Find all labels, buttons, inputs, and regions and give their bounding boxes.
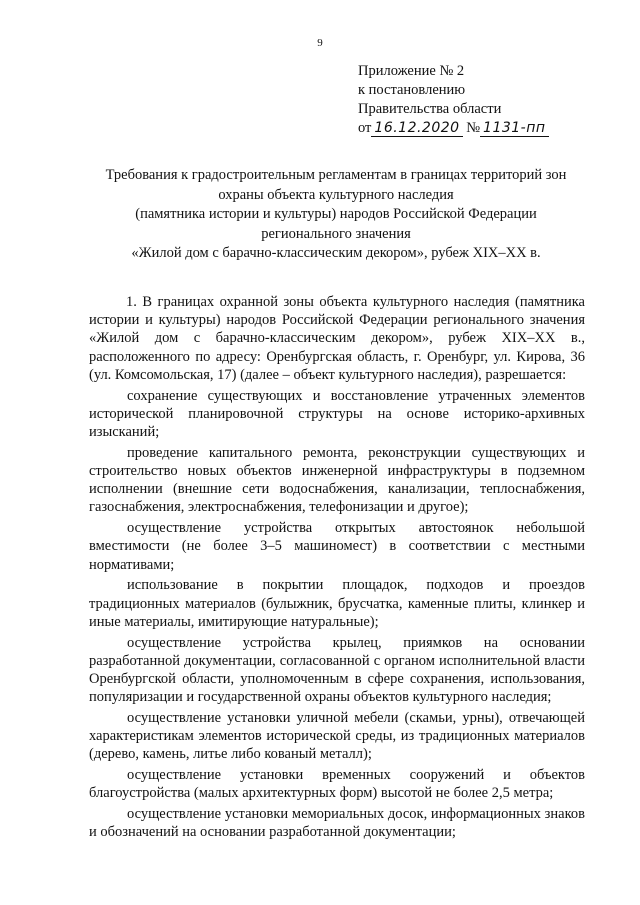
resolution-number: 1131-пп	[480, 120, 549, 137]
title-line: (памятника истории и культуры) народов Российской Федерации	[135, 206, 537, 223]
document-body	[89, 293, 585, 844]
title-line: охраны объекта культурного наследия	[218, 186, 454, 203]
appendix-resolution: к постановлению	[358, 82, 466, 98]
resolution-date: 16.12.2020	[371, 120, 462, 137]
appendix-title: Приложение № 2	[358, 63, 465, 79]
title-line: «Жилой дом с барачно-классическим декором», рубеж XIX–XX в.	[131, 245, 541, 262]
intro-paragraph: 1. В границах охранной зоны объекта культурного наследия (памятника истории и культуры) народов Российской Федерации регионального значения «Жилой дом с барачно-классическим декором», рубеж XIX–XX в., расположенного по адресу: Оренбургская область, г. Оренбург, ул. Кирова, 36 (ул. Комсомольская, 17) (далее – объект культурного наследия), разрешается:	[89, 294, 585, 383]
permission-item: осуществление установки уличной мебели (скамьи, урны), отвечающей характеристикам элементов исторической среды, из традиционных материалов (дерево, камень, литье либо кованый металл);	[89, 710, 585, 763]
date-prefix: от	[358, 120, 372, 136]
permission-item: осуществление установки временных сооружений и объектов благоустройства (малых архитектурных форм) высотой не более 2,5 метра;	[89, 767, 585, 802]
permission-item: проведение капитального ремонта, реконструкции существующих и строительство новых объектов инженерной инфраструктуры в подземном исполнении (внешние сети водоснабжения, канализации, теплоснабжения, газоснабжения, электроснабжения, телефонизации и другое);	[89, 444, 585, 516]
permission-item: осуществление устройства открытых автостоянок небольшой вместимости (не более 3–5 машиномест) в соответствии с местными нормативами;	[89, 520, 585, 573]
document-title	[88, 166, 584, 264]
appendix-government: Правительства области	[358, 101, 502, 117]
permission-item: осуществление установки мемориальных досок, информационных знаков и обозначений на основании разработанной документации;	[89, 806, 585, 841]
title-line: Требования к градостроительным регламентам в границах территорий зон	[105, 167, 567, 183]
page-number: 9	[317, 37, 323, 49]
title-line: регионального значения	[261, 225, 411, 242]
appendix-block	[358, 62, 549, 138]
appendix-date-line	[358, 119, 549, 138]
permission-item: сохранение существующих и восстановление утраченных элементов исторической планировочной структуры на основе историко-архивных изысканий;	[89, 387, 585, 441]
permission-item: использование в покрытии площадок, подходов и проездов традиционных материалов (булыжник, брусчатка, каменные плиты, клинкер и иные материалы, имитирующие натуральные);	[89, 577, 585, 630]
number-sign: №	[466, 120, 481, 136]
permission-item: осуществление устройства крылец, приямков на основании разработанной документации, согласованной с органом исполнительной власти Оренбургской области, уполномоченным в сфере сохранения, использования, популяризации и государственной охраны объектов культурного наследия;	[89, 634, 585, 706]
